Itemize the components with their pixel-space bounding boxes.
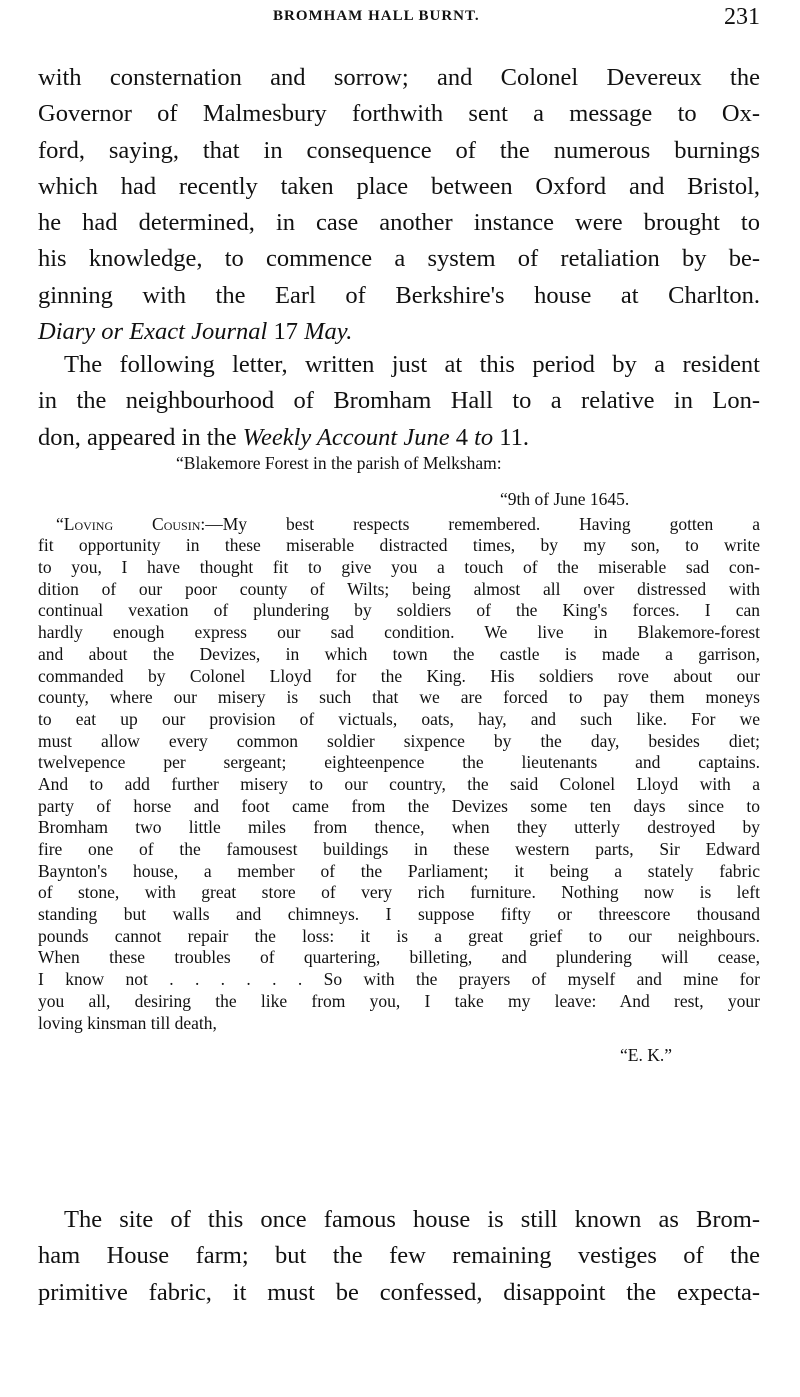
letter-line: pounds cannot repair the loss: it is a great grief to our neighbours.	[38, 925, 760, 946]
paragraph-3	[38, 1202, 760, 1311]
text-line: his knowledge, to commence a system of retaliation by be-	[38, 245, 760, 273]
letter-line: When these troubles of quartering, billeting, and plundering will cease,	[38, 947, 760, 968]
citation	[38, 314, 760, 350]
text-line: with consternation and sorrow; and Colonel Devereux the	[38, 64, 760, 91]
letter-line: party of horse and foot came from the Devizes some ten days since to	[38, 795, 760, 816]
letter-line: twelvepence per sergeant; eighteenpence the lieutenants and captains.	[38, 752, 760, 773]
source-title: Weekly Account June	[242, 423, 450, 451]
letter-line: county, where our misery is such that we are forced to pay them moneys	[38, 687, 760, 708]
letter-line: commanded by Colonel Lloyd for the King. His soldiers rove about our	[38, 665, 760, 686]
letter-line: you all, desiring the like from you, I take my leave: And rest, your	[38, 990, 760, 1011]
running-title: BROMHAM HALL BURNT.	[273, 8, 480, 24]
letter-line: fire one of the famousest buildings in these western parts, Sir Edward	[38, 839, 760, 859]
letter-line: fit opportunity in these miserable distracted times, by my son, to write	[38, 535, 760, 556]
text-line: Governor of Malmesbury forthwith sent a message to Ox-	[38, 100, 760, 128]
letter-line: hardly enough express our sad condition. We live in Blakemore-forest	[38, 622, 760, 643]
text-line: primitive fabric, it must be confessed, disappoint the expecta-	[38, 1278, 760, 1306]
text-fragment: —My best respects remembered. Having gotten a	[205, 513, 760, 534]
text-line: The following letter, written just at this period by a resident	[64, 351, 760, 378]
text-fragment: don, appeared in the	[38, 423, 243, 451]
letter-line: I know not . . . . . . So with the prayers of myself and mine for	[38, 969, 760, 990]
text-line: ginning with the Earl of Berkshire's house at Charlton.	[38, 281, 760, 309]
letter	[38, 453, 760, 1067]
letter-place: “Blakemore Forest in the parish of Melksham:	[176, 453, 502, 473]
citation-month: May.	[304, 318, 353, 346]
citation-day: 17	[267, 318, 305, 346]
letter-line: to you, I have thought fit to give you a touch of the miserable sad con-	[38, 557, 760, 578]
letter-line: Bromham two little miles from thence, when they utterly destroyed by	[38, 817, 760, 838]
letter-line: of stone, with great store of very rich furniture. Nothing now is left	[38, 882, 760, 903]
letter-line: dition of our poor county of Wilts; being almost all over distressed with	[38, 578, 760, 599]
text-line: he had determined, in case another instance were brought to	[38, 209, 760, 237]
text-line: which had recently taken place between Oxford and Bristol,	[38, 172, 760, 200]
letter-line: loving kinsman till death,	[38, 1012, 217, 1033]
letter-line: continual vexation of plundering by soldiers of the King's forces. I can	[38, 600, 760, 621]
citation-title: Diary or Exact Journal	[38, 318, 268, 346]
letter-date: “9th of June 1645.	[500, 488, 630, 509]
letter-opening	[38, 514, 760, 536]
page-number: 231	[724, 4, 760, 30]
paragraph-2	[38, 347, 760, 456]
letter-line: Baynton's house, a member of the Parliament; it being a stately fabric	[38, 860, 760, 881]
text-line: in the neighbourhood of Bromham Hall to a relative in Lon-	[38, 387, 760, 415]
letter-line: and about the Devizes, in which town the castle is made a garrison,	[38, 643, 760, 664]
text-fragment: to	[474, 423, 494, 451]
letter-line: to eat up our provision of victuals, oats, hay, and such like. For we	[38, 708, 760, 729]
salutation: “Loving Cousin:	[56, 513, 206, 534]
text-line	[38, 420, 760, 456]
text-fragment: 11.	[493, 423, 529, 451]
letter-line: standing but walls and chimneys. I suppose fifty or threescore thousand	[38, 904, 760, 925]
letter-signature: “E. K.”	[620, 1045, 672, 1066]
text-line: ham House farm; but the few remaining vestiges of the	[38, 1242, 760, 1270]
text-line: ford, saying, that in consequence of the numerous burnings	[38, 136, 760, 164]
paragraph-1	[38, 60, 760, 350]
letter-line: must allow every common soldier sixpence by the day, besides diet;	[38, 730, 760, 751]
letter-line: And to add further misery to our country, the said Colonel Lloyd with a	[38, 773, 760, 794]
text-fragment: 4	[449, 423, 475, 451]
text-line: The site of this once famous house is still known as Brom-	[64, 1206, 760, 1233]
